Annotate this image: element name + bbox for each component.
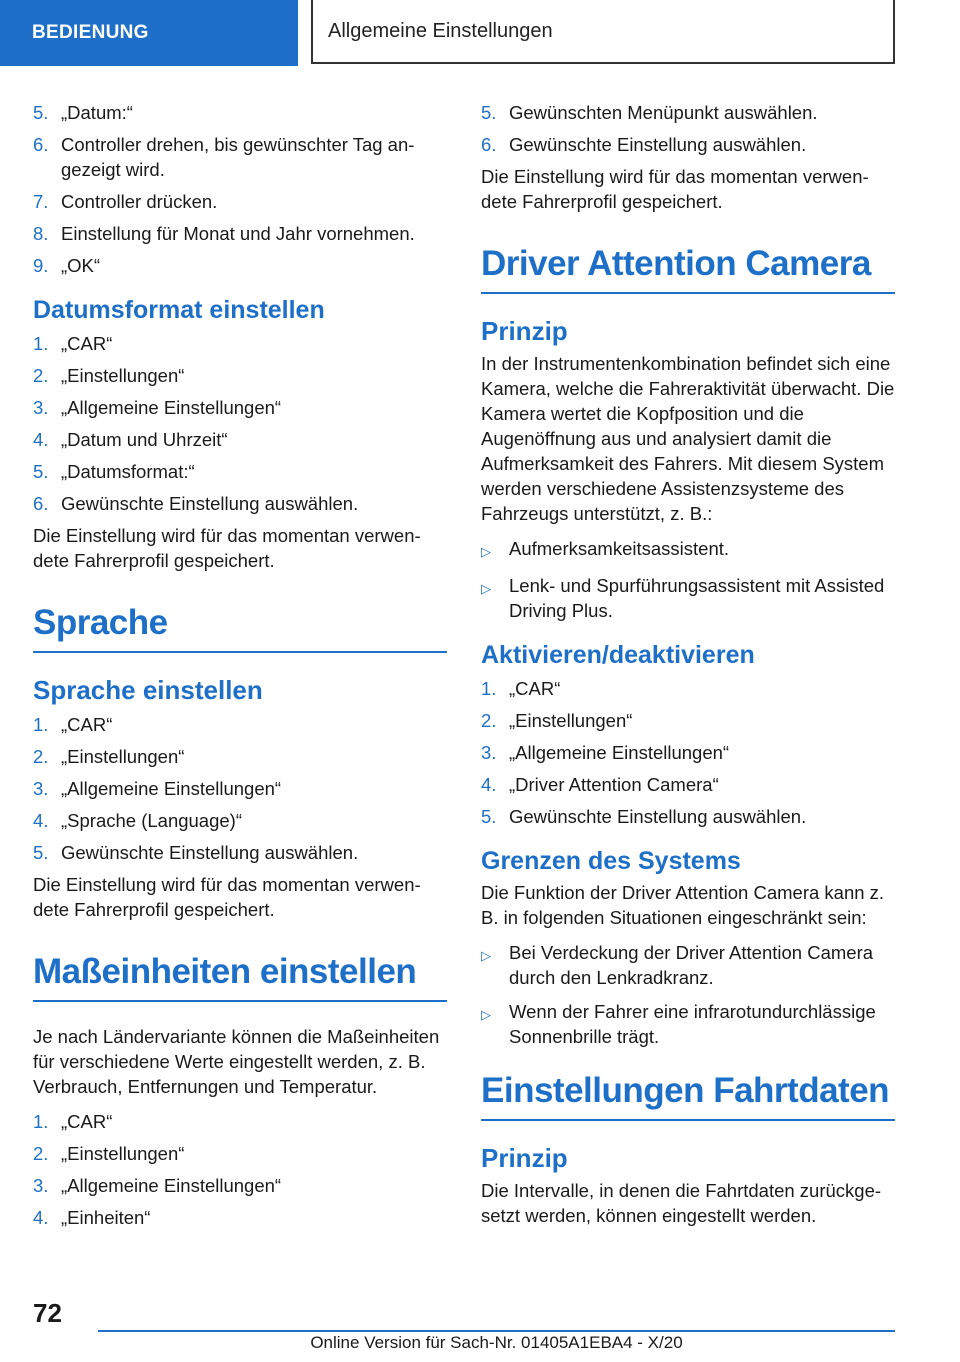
step-text: Gewünschte Einstellung auswählen.: [61, 842, 359, 863]
step-number: 5.: [33, 102, 49, 123]
list-item: [481, 708, 895, 733]
page-number: 72: [33, 1298, 62, 1328]
prinzip-text: Die Intervalle, in denen die Fahrtdaten zurückgesetzt werden, können eingestellt werden.: [481, 1180, 882, 1226]
step-text: „Einstellungen“: [61, 365, 185, 386]
section-heading-prinzip-fahrtdaten: Prinzip: [481, 1143, 568, 1173]
step-text: Gewünschte Einstellung auswählen.: [61, 493, 359, 514]
step-number: 2.: [33, 1143, 49, 1164]
footer-online-version: Online Version für Sach-Nr. 01405A1EBA4 - X/20: [310, 1333, 683, 1352]
list-item: [33, 712, 447, 737]
list-item: [33, 363, 447, 388]
step-number: 1.: [33, 1111, 49, 1132]
chapter-heading-driver-attention-camera: Driver Attention Camera: [481, 244, 895, 294]
list-item: [33, 427, 447, 452]
step-text: „Allgemeine Einstellungen“: [509, 742, 730, 763]
list-item: [481, 740, 895, 765]
step-text: „Datumsformat:“: [61, 461, 195, 482]
list-item: [481, 100, 895, 125]
step-number: 4.: [33, 810, 49, 831]
chapter-heading-sprache: Sprache: [33, 603, 447, 653]
list-item: [33, 331, 447, 356]
note-text: Die Einstellung wird für das momentan verwendete Fahrerprofil gespeichert.: [33, 874, 421, 920]
list-item: [33, 395, 447, 420]
step-text: Gewünschte Einstellung auswählen.: [509, 806, 807, 827]
step-number: 7.: [33, 191, 49, 212]
list-item: [33, 491, 447, 516]
list-item: [481, 132, 895, 157]
step-number: 3.: [33, 778, 49, 799]
step-number: 5.: [33, 461, 49, 482]
list-item: [33, 1205, 447, 1230]
list-item: [33, 221, 447, 246]
step-number: 1.: [481, 678, 497, 699]
page-title: Allgemeine Einstellungen: [311, 0, 895, 64]
step-text: „Driver Attention Camera“: [509, 774, 719, 795]
step-text: „Datum:“: [61, 102, 133, 123]
list-item: [33, 1173, 447, 1198]
list-item: [33, 776, 447, 801]
step-text: „Datum und Uhrzeit“: [61, 429, 228, 450]
step-number: 5.: [481, 102, 497, 123]
step-number: 1.: [33, 333, 49, 354]
bullet-triangle-icon: ▷: [481, 581, 491, 596]
step-text: „Sprache (Language)“: [61, 810, 242, 831]
step-number: 6.: [33, 134, 49, 155]
bullet-triangle-icon: ▷: [481, 544, 491, 559]
bullet-item: [481, 999, 895, 1049]
step-number: 9.: [33, 255, 49, 276]
step-text: „CAR“: [61, 714, 113, 735]
list-item: [33, 840, 447, 865]
prinzip-text: In der Instrumentenkombination befindet sich eine Kamera, welche die Fahreraktivität überwacht. Die Kamera wertet die Kopfposition und die Augenöffnung aus und analysiert damit die Aufmerksamkeit des Fahrers. Mit diesem System werden verschiedene Assistenzsysteme des Fahrzeugs unterstützt, z. B.:: [481, 353, 895, 524]
step-number: 6.: [33, 493, 49, 514]
step-text: „CAR“: [61, 1111, 113, 1132]
right-column: [481, 100, 895, 1235]
bullet-item: [481, 940, 895, 990]
step-text: „Allgemeine Einstellungen“: [61, 778, 282, 799]
bullet-item: [481, 573, 895, 623]
step-number: 8.: [33, 223, 49, 244]
step-number: 2.: [33, 365, 49, 386]
section-heading-prinzip: Prinzip: [481, 316, 568, 346]
chapter-heading-fahrtdaten: Einstellungen Fahrtdaten: [481, 1071, 895, 1121]
step-text: Controller drehen, bis gewünschter Tag angezeigt wird.: [61, 134, 415, 180]
step-number: 4.: [481, 774, 497, 795]
intro-text: Je nach Ländervariante können die Maßeinheiten für verschiedene Werte eingestellt werden, z. B. Verbrauch, Entfernungen und Temperatur.: [33, 1026, 440, 1097]
list-item: [33, 253, 447, 278]
step-text: „Einstellungen“: [61, 746, 185, 767]
section-label: BEDIENUNG: [0, 0, 298, 66]
bullet-triangle-icon: ▷: [481, 1007, 491, 1022]
chapter-heading-masseinheiten: Maßeinheiten einstellen: [33, 952, 447, 1002]
step-text: „Einstellungen“: [61, 1143, 185, 1164]
list-item: [481, 676, 895, 701]
section-heading-aktivieren: Aktivieren/deaktivieren: [481, 641, 755, 669]
list-item: [33, 1109, 447, 1134]
bullet-text: Lenk- und Spurführungsassistent mit Assisted Driving Plus.: [509, 575, 885, 621]
step-number: 1.: [33, 714, 49, 735]
step-text: Gewünschten Menüpunkt auswählen.: [509, 102, 818, 123]
step-number: 5.: [481, 806, 497, 827]
step-number: 2.: [33, 746, 49, 767]
section-heading-sprache-einstellen: Sprache einstellen: [33, 675, 263, 705]
list-item: [33, 100, 447, 125]
step-text: „CAR“: [61, 333, 113, 354]
step-text: „OK“: [61, 255, 101, 276]
footer-divider: [98, 1330, 895, 1332]
list-item: [33, 459, 447, 484]
step-number: 6.: [481, 134, 497, 155]
step-number: 4.: [33, 429, 49, 450]
note-text: Die Einstellung wird für das momentan verwendete Fahrerprofil gespeichert.: [33, 525, 421, 571]
list-item: [33, 1141, 447, 1166]
list-item: [33, 132, 447, 182]
step-text: Controller drücken.: [61, 191, 218, 212]
step-number: 3.: [481, 742, 497, 763]
bullet-triangle-icon: ▷: [481, 948, 491, 963]
step-text: „Allgemeine Einstellungen“: [61, 397, 282, 418]
step-number: 3.: [33, 1175, 49, 1196]
bullet-text: Aufmerksamkeitsassistent.: [509, 538, 730, 559]
note-text: Die Einstellung wird für das momentan verwendete Fahrerprofil gespeichert.: [481, 166, 869, 212]
grenzen-text: Die Funktion der Driver Attention Camera kann z. B. in folgenden Situationen eingeschränkt sein:: [481, 882, 885, 928]
step-number: 2.: [481, 710, 497, 731]
section-heading-grenzen: Grenzen des Systems: [481, 847, 741, 875]
step-number: 4.: [33, 1207, 49, 1228]
step-text: „Allgemeine Einstellungen“: [61, 1175, 282, 1196]
bullet-item: [481, 536, 895, 564]
list-item: [33, 744, 447, 769]
step-text: „Einheiten“: [61, 1207, 151, 1228]
list-item: [33, 808, 447, 833]
list-item: [33, 189, 447, 214]
step-number: 5.: [33, 842, 49, 863]
step-text: „Einstellungen“: [509, 710, 633, 731]
section-heading-datumsformat: Datumsformat einstellen: [33, 296, 325, 324]
step-text: Gewünschte Einstellung auswählen.: [509, 134, 807, 155]
bullet-text: Bei Verdeckung der Driver Attention Camera durch den Lenkradkranz.: [509, 942, 874, 988]
step-number: 3.: [33, 397, 49, 418]
left-column: [33, 100, 447, 1237]
step-text: „CAR“: [509, 678, 561, 699]
list-item: [481, 804, 895, 829]
step-text: Einstellung für Monat und Jahr vornehmen.: [61, 223, 415, 244]
list-item: [481, 772, 895, 797]
bullet-text: Wenn der Fahrer eine infrarotundurchlässige Sonnenbrille trägt.: [509, 1001, 876, 1047]
